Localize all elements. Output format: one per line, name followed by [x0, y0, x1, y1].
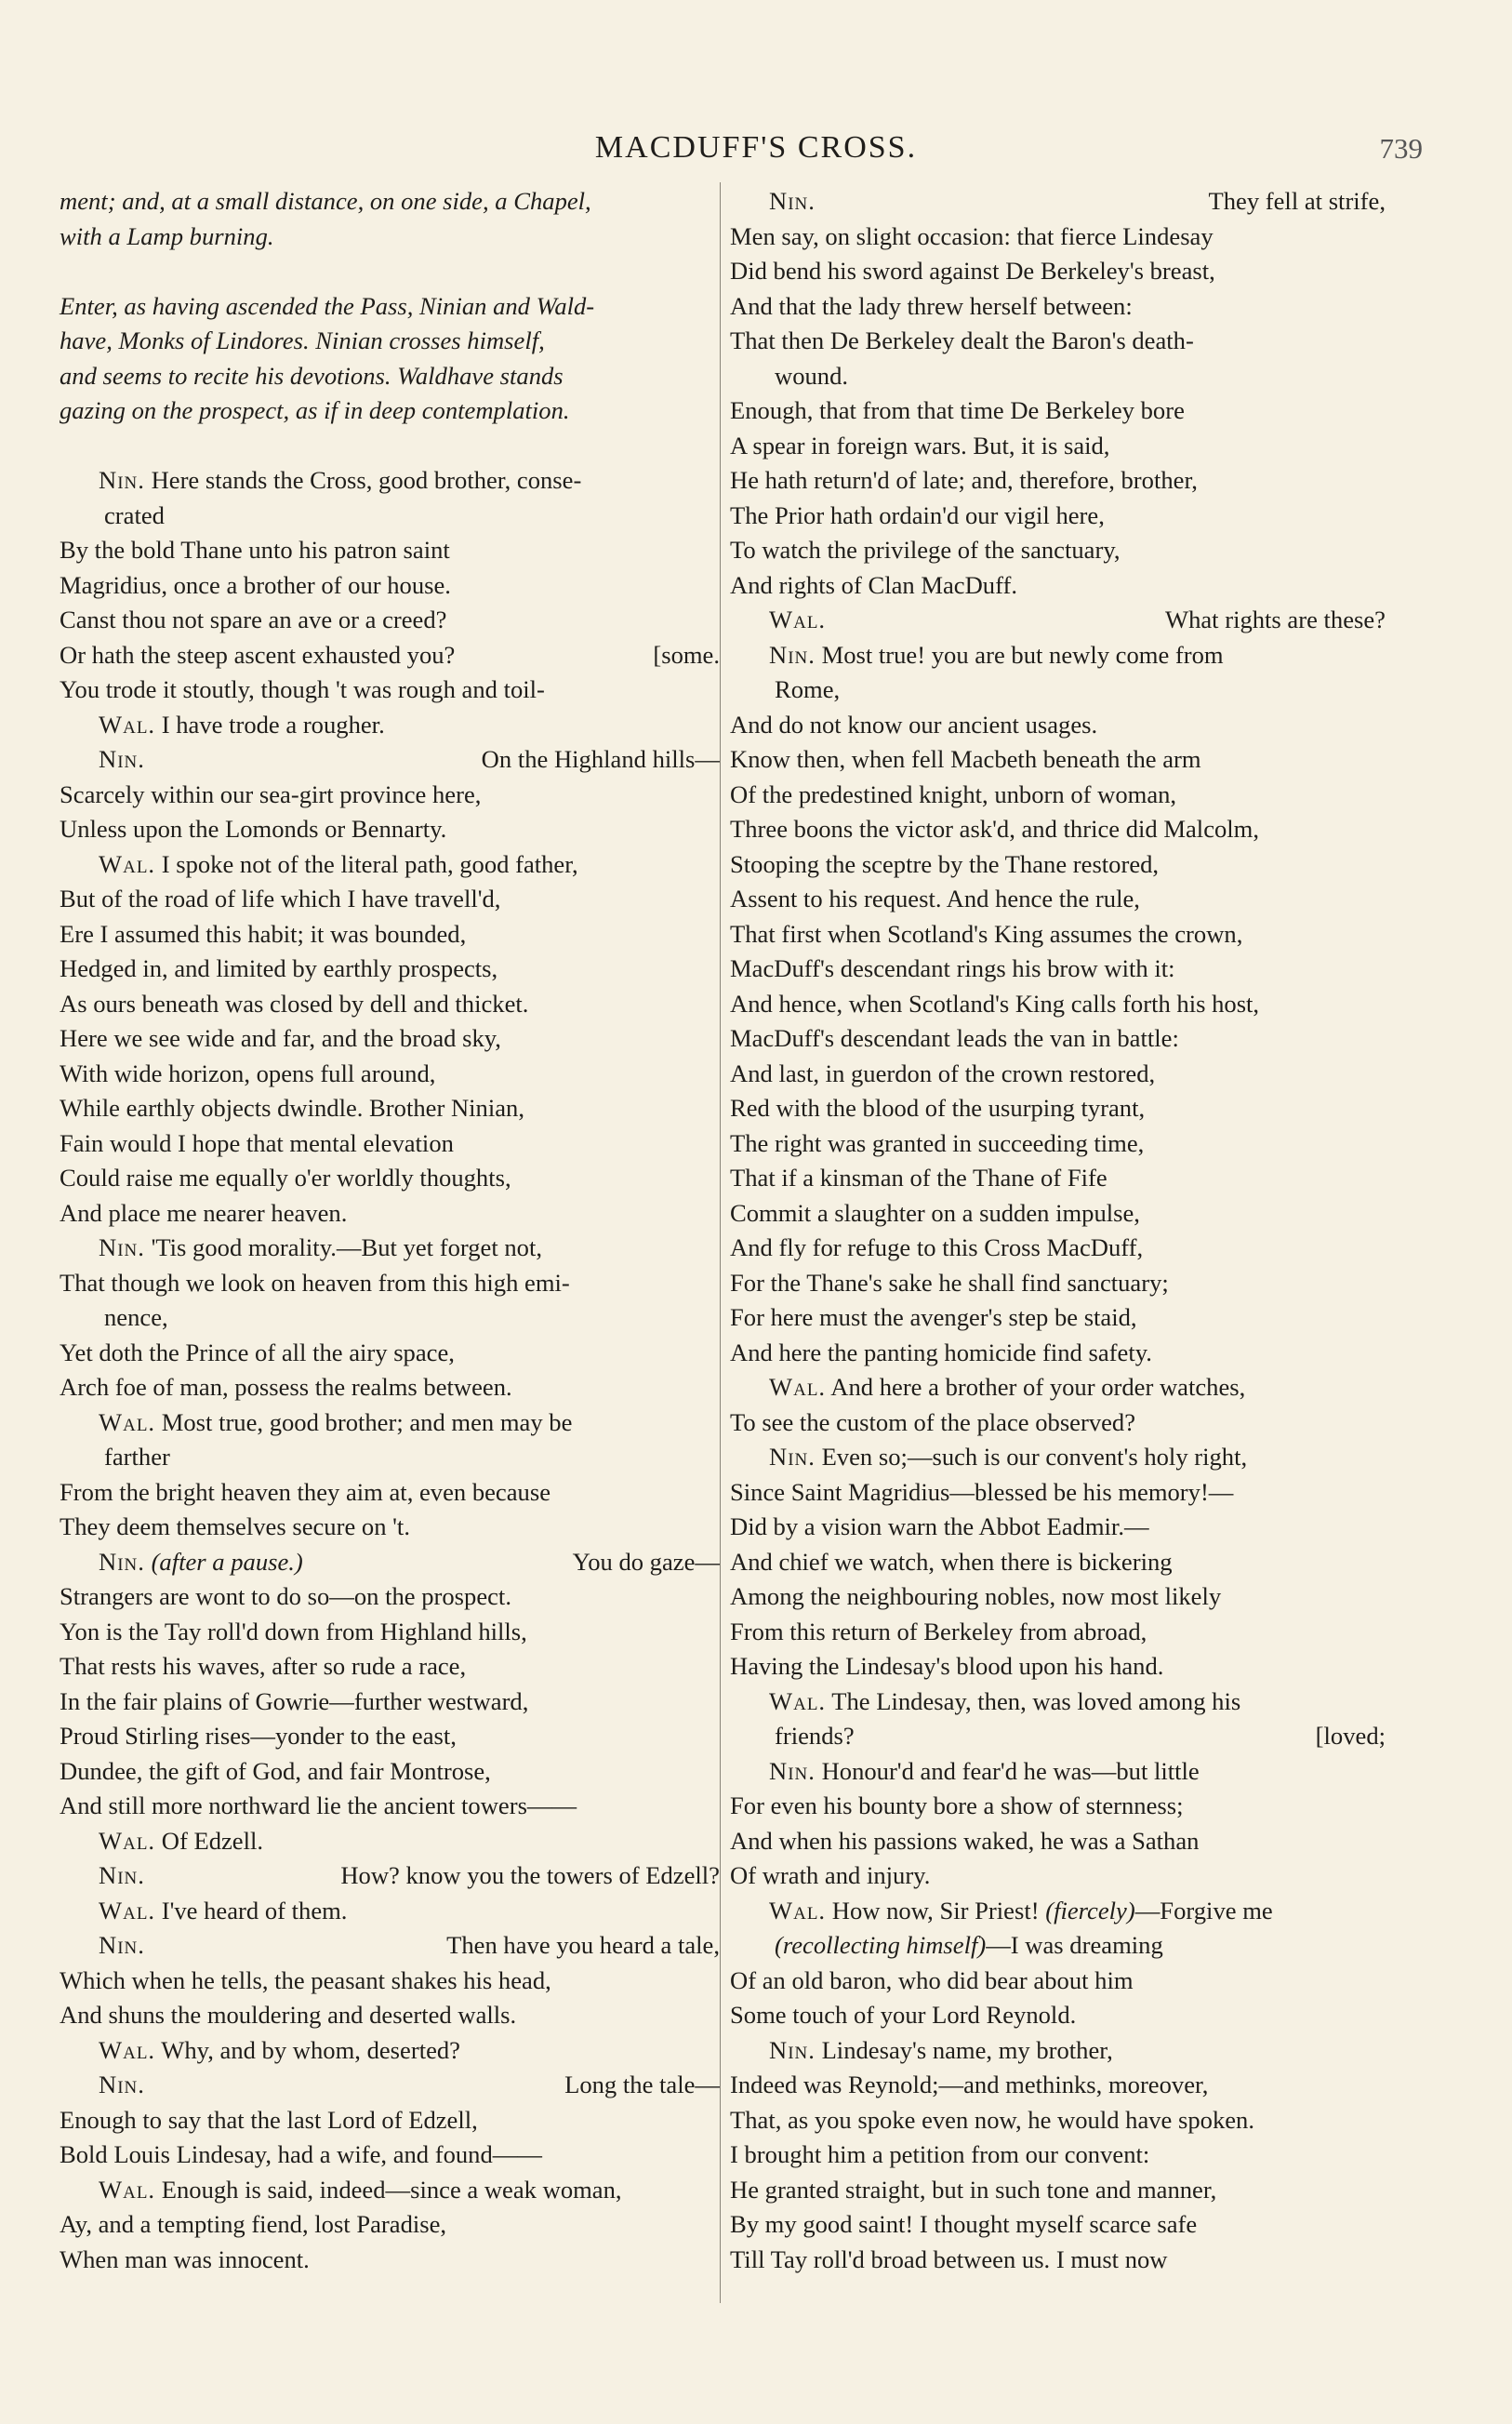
speaker-name: Nin.: [99, 1861, 145, 1889]
verse-line: [60, 2068, 720, 2103]
verse-line: [730, 1685, 1386, 1720]
line-text: Commit a slaughter on a sudden impulse,: [730, 1198, 1140, 1227]
speaker-name: Nin.: [769, 2035, 816, 2064]
speaker-name: Nin.: [769, 187, 816, 215]
speaker-name: Wal.: [769, 606, 827, 633]
line-text: And chief we watch, when there is bickering: [730, 1547, 1173, 1576]
line-text: That first when Scotland's King assumes the crown,: [730, 919, 1243, 948]
line-text: farther: [104, 1443, 170, 1471]
verse-line: [60, 847, 720, 883]
line-text: For even his bounty bore a show of sternness;: [730, 1791, 1184, 1819]
verse-line: [730, 1336, 1386, 1371]
line-text: Indeed was Reynold;—and methinks, moreover,: [730, 2071, 1209, 2098]
verse-line: [60, 1336, 720, 1371]
verse-line: [730, 568, 1386, 604]
line-text: —Forgive me: [1134, 1896, 1273, 1925]
line-text: Yon is the Tay roll'd down from Highland hills,: [60, 1617, 527, 1645]
verse-line: [60, 1370, 720, 1405]
line-text: While earthly objects dwindle. Brother Ninian,: [60, 1094, 524, 1122]
verse-line: [730, 1405, 1386, 1441]
verse-line: [60, 463, 720, 499]
line-text: Did by a vision warn the Abbot Eadmir.—: [730, 1512, 1149, 1540]
speaker-name: Wal.: [99, 2175, 156, 2204]
line-text: wound.: [775, 361, 849, 390]
verse-line: [60, 533, 720, 568]
verse-line: [730, 1440, 1386, 1475]
line-text: Three boons the victor ask'd, and thrice did Malcolm,: [730, 815, 1260, 843]
verse-line: [60, 499, 720, 534]
verse-line: [730, 1579, 1386, 1615]
verse-line: [60, 778, 720, 813]
line-text: Yet doth the Prince of all the airy space,: [60, 1338, 455, 1366]
stage-direction-line: ment; and, at a small distance, on one side, a Chapel,: [60, 187, 591, 215]
line-text: And place me nearer heaven.: [60, 1198, 348, 1227]
verse-line: [730, 1894, 1386, 1929]
verse-line: [730, 359, 1386, 394]
line-text: Most true! you are but newly come from: [821, 640, 1224, 669]
line-text: How now, Sir Priest!: [831, 1896, 1040, 1925]
line-text: MacDuff's descendant rings his brow with it:: [730, 954, 1175, 982]
line-text: Why, and by whom, deserted?: [161, 2035, 460, 2064]
line-text: And do not know our ancient usages.: [730, 710, 1098, 739]
line-text: By the bold Thane unto his patron saint: [60, 536, 450, 564]
line-text: Of Edzell.: [161, 1826, 264, 1855]
verse-line: [730, 499, 1386, 534]
verse-line: [730, 1021, 1386, 1057]
verse-line: [60, 1685, 720, 1720]
line-text: Lindesay's name, my brother,: [821, 2035, 1113, 2064]
line-text: Enough is said, indeed—since a weak woman,: [161, 2175, 622, 2204]
stage-direction: (recollecting himself): [775, 1931, 987, 1959]
verse-line: [730, 1510, 1386, 1545]
verse-line: [730, 324, 1386, 359]
verse-line: [730, 254, 1386, 289]
verse-line: [60, 2103, 720, 2138]
verse-line: [60, 1858, 720, 1894]
verse-line: [60, 1719, 720, 1754]
line-bracket: [loved;: [1315, 1722, 1386, 1750]
line-text: —I was dreaming: [986, 1931, 1163, 1959]
left-dialogue: [60, 463, 720, 2277]
line-text: Till Tay roll'd broad between us. I must now: [730, 2244, 1168, 2273]
line-text: Magridius, once a brother of our house.: [60, 570, 451, 599]
line-text: You trode it stoutly, though 't was rough and toil-: [60, 675, 545, 703]
verse-line: [730, 1964, 1386, 1999]
speaker-name: Nin.: [769, 1443, 816, 1471]
verse-line: [60, 1196, 720, 1232]
line-text: For the Thane's sake he shall find sanctuary;: [730, 1268, 1169, 1297]
verse-line: [730, 1161, 1386, 1196]
speaker-name: Wal.: [99, 849, 156, 878]
line-text: Here stands the Cross, good brother, conse-: [151, 466, 582, 494]
line-text: Ay, and a tempting fiend, lost Paradise,: [60, 2210, 447, 2238]
verse-line: [60, 1057, 720, 1092]
line-text: Long the tale—: [564, 2071, 720, 2098]
line-text: To watch the privilege of the sanctuary,: [730, 536, 1121, 564]
line-text: Did bend his sword against De Berkeley's breast,: [730, 257, 1215, 285]
line-text: And shuns the mouldering and deserted walls.: [60, 2001, 517, 2029]
verse-line: [730, 812, 1386, 847]
verse-line: [60, 987, 720, 1022]
line-text: Proud Stirling rises—yonder to the east,: [60, 1722, 457, 1750]
verse-line: [730, 2033, 1386, 2069]
stage-direction-scene: [60, 184, 720, 254]
line-text: And fly for refuge to this Cross MacDuff,: [730, 1233, 1144, 1261]
verse-line: [730, 673, 1386, 708]
verse-line: [730, 1754, 1386, 1790]
line-text: Unless upon the Lomonds or Bennarty.: [60, 815, 447, 843]
verse-line: [730, 429, 1386, 464]
verse-line: [730, 1545, 1386, 1580]
line-text: That, as you spoke even now, he would have spoken.: [730, 2105, 1255, 2134]
verse-line: [60, 1475, 720, 1511]
verse-line: [730, 463, 1386, 499]
line-text: Then have you heard a tale,: [446, 1931, 720, 1959]
line-text: Stooping the sceptre by the Thane restored,: [730, 849, 1160, 878]
line-text: From the bright heaven they aim at, even because: [60, 1477, 550, 1506]
line-text: crated: [104, 500, 165, 529]
verse-line: [730, 1126, 1386, 1162]
verse-line: [730, 533, 1386, 568]
verse-line: [60, 1754, 720, 1790]
verse-line: [730, 917, 1386, 952]
line-text: That if a kinsman of the Thane of Fife: [730, 1164, 1107, 1192]
line-text: How? know you the towers of Edzell?: [340, 1861, 720, 1889]
speaker-name: Nin.: [769, 1756, 816, 1785]
speaker-name: Wal.: [769, 1686, 827, 1715]
line-text: MacDuff's descendant leads the van in battle:: [730, 1024, 1179, 1052]
line-text: And hence, when Scotland's King calls forth his host,: [730, 989, 1260, 1018]
speaker-name: Wal.: [99, 710, 156, 739]
verse-line: [60, 2207, 720, 2243]
line-text: Honour'd and fear'd he was—but little: [821, 1756, 1200, 1785]
verse-line: [730, 289, 1386, 325]
speaker-name: Nin.: [99, 2071, 145, 2098]
verse-line: [60, 2173, 720, 2208]
line-text: And still more northward lie the ancient towers——: [60, 1791, 577, 1819]
line-bracket: [some.: [653, 640, 720, 669]
page-title: MACDUFF'S CROSS.: [594, 130, 918, 165]
verse-line: [730, 1266, 1386, 1301]
stage-direction: (after a pause.): [151, 1547, 303, 1576]
verse-line: [60, 568, 720, 604]
verse-line: [730, 1370, 1386, 1405]
line-text: When man was innocent.: [60, 2244, 310, 2273]
line-text: Which when he tells, the peasant shakes his head,: [60, 1965, 551, 1994]
line-text: Fain would I hope that mental elevation: [60, 1128, 454, 1157]
line-text: From this return of Berkeley from abroad,: [730, 1617, 1147, 1645]
line-text: He granted straight, but in such tone and manner,: [730, 2175, 1217, 2204]
verse-line: [60, 1126, 720, 1162]
stage-direction-line: Enter, as having ascended the Pass, Ninian and Wald-: [60, 291, 595, 320]
line-text: nence,: [104, 1303, 168, 1331]
line-text: Of an old baron, who did bear about him: [730, 1965, 1134, 1994]
verse-line: [60, 742, 720, 778]
line-text: Since Saint Magridius—blessed be his memory!—: [730, 1477, 1234, 1506]
verse-line: [730, 1231, 1386, 1266]
verse-line: [60, 812, 720, 847]
line-text: Some touch of your Lord Reynold.: [730, 2001, 1077, 2029]
verse-line: [730, 2103, 1386, 2138]
stage-direction-line: and seems to recite his devotions. Waldhave stands: [60, 361, 564, 390]
verse-line: [730, 1475, 1386, 1511]
verse-line: [730, 742, 1386, 778]
running-header: [0, 130, 1512, 173]
line-text: friends?: [775, 1722, 855, 1750]
column-divider: [720, 182, 721, 2303]
line-text: To see the custom of the place observed?: [730, 1407, 1136, 1436]
verse-line: [730, 1091, 1386, 1126]
line-text: And that the lady threw herself between:: [730, 291, 1133, 320]
left-column: [60, 184, 720, 2277]
verse-line: [730, 603, 1386, 638]
line-text: Even so;—such is our convent's holy right,: [821, 1443, 1248, 1471]
line-text: And last, in guerdon of the crown restored,: [730, 1059, 1156, 1087]
speaker-name: Nin.: [99, 1547, 145, 1576]
line-text: Of wrath and injury.: [730, 1861, 931, 1889]
line-text: Red with the blood of the usurping tyrant,: [730, 1094, 1146, 1122]
verse-line: [730, 708, 1386, 743]
line-text: I spoke not of the literal path, good father,: [161, 849, 578, 878]
verse-line: [60, 1615, 720, 1650]
line-text: As ours beneath was closed by dell and thicket.: [60, 989, 529, 1018]
verse-line: [730, 2068, 1386, 2103]
verse-line: [730, 638, 1386, 673]
line-text: They deem themselves secure on 't.: [60, 1512, 410, 1540]
verse-line: [60, 882, 720, 917]
verse-line: [60, 1510, 720, 1545]
line-text: Rome,: [775, 675, 841, 703]
verse-line: [60, 2243, 720, 2278]
line-text: Ere I assumed this habit; it was bounded,: [60, 919, 467, 948]
speaker-name: Nin.: [99, 466, 145, 494]
line-text: Most true, good brother; and men may be: [161, 1407, 573, 1436]
verse-line: [730, 1824, 1386, 1859]
verse-line: [60, 603, 720, 638]
verse-line: [60, 1405, 720, 1441]
verse-line: [60, 917, 720, 952]
speaker-name: Nin.: [99, 1931, 145, 1959]
speaker-name: Nin.: [769, 640, 816, 669]
speaker-name: Wal.: [99, 1407, 156, 1436]
line-text: And here a brother of your order watches,: [830, 1373, 1246, 1401]
line-text: In the fair plains of Gowrie—further westward,: [60, 1686, 529, 1715]
line-text: That rests his waves, after so rude a race,: [60, 1652, 467, 1680]
verse-line: [730, 1928, 1386, 1964]
verse-line: [60, 2138, 720, 2173]
line-text: Among the neighbouring nobles, now most likely: [730, 1582, 1222, 1610]
verse-line: [730, 2207, 1386, 2243]
verse-line: [60, 638, 720, 673]
line-text: Men say, on slight occasion: that fierce Lindesay: [730, 221, 1214, 250]
line-text: Know then, when fell Macbeth beneath the arm: [730, 745, 1201, 773]
line-text: The right was granted in succeeding time,: [730, 1128, 1145, 1157]
line-text: And rights of Clan MacDuff.: [730, 570, 1017, 599]
verse-line: [60, 1266, 720, 1301]
verse-line: [730, 2243, 1386, 2278]
line-text: For here must the avenger's step be staid,: [730, 1303, 1137, 1331]
line-text: Bold Louis Lindesay, had a wife, and found——: [60, 2140, 542, 2168]
verse-line: [730, 882, 1386, 917]
verse-line: [730, 952, 1386, 987]
verse-line: [60, 1824, 720, 1859]
verse-line: [60, 1545, 720, 1580]
line-text: He hath return'd of late; and, therefore, brother,: [730, 466, 1198, 494]
verse-line: [60, 1579, 720, 1615]
verse-line: [60, 1964, 720, 1999]
line-text: The Prior hath ordain'd our vigil here,: [730, 500, 1105, 529]
verse-line: [60, 1021, 720, 1057]
line-text: Scarcely within our sea-girt province here,: [60, 779, 482, 808]
line-text: Assent to his request. And hence the rule,: [730, 885, 1140, 912]
verse-line: [60, 673, 720, 708]
verse-line: [730, 987, 1386, 1022]
line-text: That though we look on heaven from this high emi-: [60, 1268, 570, 1297]
line-text: Arch foe of man, possess the realms between.: [60, 1373, 512, 1401]
line-text: They fell at strife,: [1208, 187, 1386, 215]
verse-line: [60, 952, 720, 987]
line-text: 'Tis good morality.—But yet forget not,: [151, 1233, 543, 1261]
right-dialogue: [730, 184, 1386, 2277]
line-text: The Lindesay, then, was loved among his: [831, 1686, 1241, 1715]
line-text: But of the road of life which I have travell'd,: [60, 885, 501, 912]
verse-line: [60, 1161, 720, 1196]
speaker-name: Wal.: [99, 2035, 156, 2064]
line-text: That then De Berkeley dealt the Baron's death-: [730, 326, 1194, 354]
verse-line: [60, 708, 720, 743]
verse-line: [730, 1649, 1386, 1685]
stage-direction-line: have, Monks of Lindores. Ninian crosses himself,: [60, 326, 545, 354]
line-text: Or hath the steep ascent exhausted you?: [60, 640, 456, 669]
verse-line: [730, 220, 1386, 255]
speaker-name: Wal.: [99, 1826, 156, 1855]
verse-line: [730, 2173, 1386, 2208]
line-text: Enough to say that the last Lord of Edzell,: [60, 2105, 478, 2134]
line-text: Dundee, the gift of God, and fair Montrose,: [60, 1756, 491, 1785]
speaker-name: Wal.: [99, 1896, 156, 1925]
verse-line: [60, 1789, 720, 1824]
line-text: Hedged in, and limited by earthly prospects,: [60, 954, 498, 982]
line-text: Strangers are wont to do so—on the prospect.: [60, 1582, 511, 1610]
verse-line: [730, 184, 1386, 220]
line-text: With wide horizon, opens full around,: [60, 1059, 436, 1087]
line-text: What rights are these?: [1164, 606, 1386, 633]
verse-line: [60, 1649, 720, 1685]
verse-line: [730, 1998, 1386, 2033]
speaker-name: Wal.: [769, 1373, 827, 1401]
verse-line: [60, 1998, 720, 2033]
right-column: [730, 184, 1386, 2277]
verse-line: [730, 1615, 1386, 1650]
verse-line: [60, 1091, 720, 1126]
line-text: And here the panting homicide find safety.: [730, 1338, 1152, 1366]
verse-line: [730, 778, 1386, 813]
verse-line: [60, 1440, 720, 1475]
verse-line: [730, 847, 1386, 883]
line-text: I've heard of them.: [161, 1896, 348, 1925]
verse-line: [730, 1057, 1386, 1092]
line-text: Here we see wide and far, and the broad sky,: [60, 1024, 501, 1052]
line-text: By my good saint! I thought myself scarce safe: [730, 2210, 1198, 2238]
speaker-name: Nin.: [99, 745, 145, 773]
page-number: 739: [1379, 132, 1423, 165]
line-text: I brought him a petition from our convent:: [730, 2140, 1150, 2168]
verse-line: [730, 1789, 1386, 1824]
verse-line: [730, 1858, 1386, 1894]
speaker-name: Wal.: [769, 1896, 827, 1925]
stage-direction-line: with a Lamp burning.: [60, 221, 274, 250]
line-text: Could raise me equally o'er worldly thoughts,: [60, 1164, 511, 1192]
line-text: You do gaze—: [572, 1547, 720, 1576]
line-text: I have trode a rougher.: [161, 710, 385, 739]
line-text: A spear in foreign wars. But, it is said,: [730, 431, 1110, 459]
verse-line: [60, 1231, 720, 1266]
line-text: And when his passions waked, he was a Sathan: [730, 1826, 1200, 1855]
line-text: Having the Lindesay's blood upon his hand.: [730, 1652, 1164, 1680]
verse-line: [730, 2138, 1386, 2173]
line-text: Canst thou not spare an ave or a creed?: [60, 606, 447, 633]
verse-line: [730, 1196, 1386, 1232]
verse-line: [730, 1300, 1386, 1336]
verse-line: [60, 2033, 720, 2069]
stage-direction-line: gazing on the prospect, as if in deep contemplation.: [60, 396, 570, 424]
verse-line: [730, 393, 1386, 429]
verse-line: [60, 1928, 720, 1964]
line-text: Enough, that from that time De Berkeley bore: [730, 396, 1185, 424]
verse-line: [60, 1300, 720, 1336]
speaker-name: Nin.: [99, 1233, 145, 1261]
verse-line: [60, 1894, 720, 1929]
stage-direction: (fiercely): [1045, 1896, 1135, 1925]
line-text: On the Highland hills—: [481, 745, 720, 773]
verse-line: [730, 1719, 1386, 1754]
stage-direction-entrance: [60, 289, 720, 429]
line-text: Of the predestined knight, unborn of woman,: [730, 779, 1177, 808]
